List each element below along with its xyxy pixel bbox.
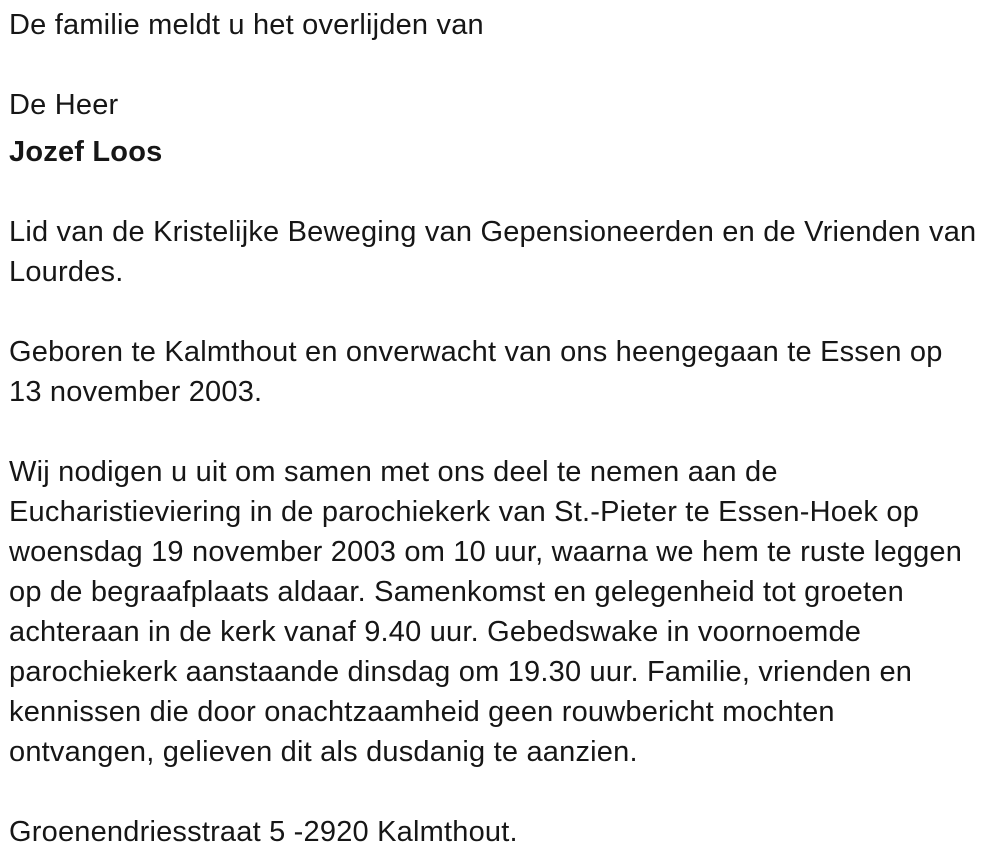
- deceased-name: Jozef Loos: [9, 136, 163, 168]
- text-line: Eucharistieviering in de parochiekerk van St.-Pieter te Essen-Hoek op: [9, 496, 920, 528]
- text-line: kennissen die door onachtzaamheid geen rouwbericht mochten: [9, 696, 835, 728]
- text-line: Geboren te Kalmthout en onverwacht van ons heengegaan te Essen op: [9, 336, 943, 368]
- deceased-name-paragraph: [9, 132, 992, 172]
- address-paragraph: [9, 812, 992, 852]
- text-line: op de begraafplaats aldaar. Samenkomst en gelegenheid tot groeten: [9, 576, 904, 608]
- funeral-details-paragraph: [9, 452, 992, 772]
- intro-paragraph: [9, 5, 992, 45]
- birth-death-paragraph: [9, 332, 992, 412]
- text-line: Wij nodigen u uit om samen met ons deel te nemen aan de: [9, 456, 778, 488]
- text-line: Lid van de Kristelijke Beweging van Gepensioneerden en de Vrienden van: [9, 216, 977, 248]
- intro-line: De familie meldt u het overlijden van: [9, 9, 484, 41]
- text-line: woensdag 19 november 2003 om 10 uur, waarna we hem te ruste leggen: [9, 536, 963, 568]
- membership-paragraph: [9, 212, 992, 292]
- text-line: parochiekerk aanstaande dinsdag om 19.30 uur. Familie, vrienden en: [9, 656, 913, 688]
- text-line: Lourdes.: [9, 256, 124, 288]
- text-line: 13 november 2003.: [9, 376, 263, 408]
- salutation-line: De Heer: [9, 89, 119, 121]
- text-line: achteraan in de kerk vanaf 9.40 uur. Gebedswake in voornoemde: [9, 616, 862, 648]
- salutation-paragraph: [9, 85, 992, 125]
- address-line: Groenendriesstraat 5 -2920 Kalmthout.: [9, 816, 518, 848]
- text-line: ontvangen, gelieven dit als dusdanig te aanzien.: [9, 736, 638, 768]
